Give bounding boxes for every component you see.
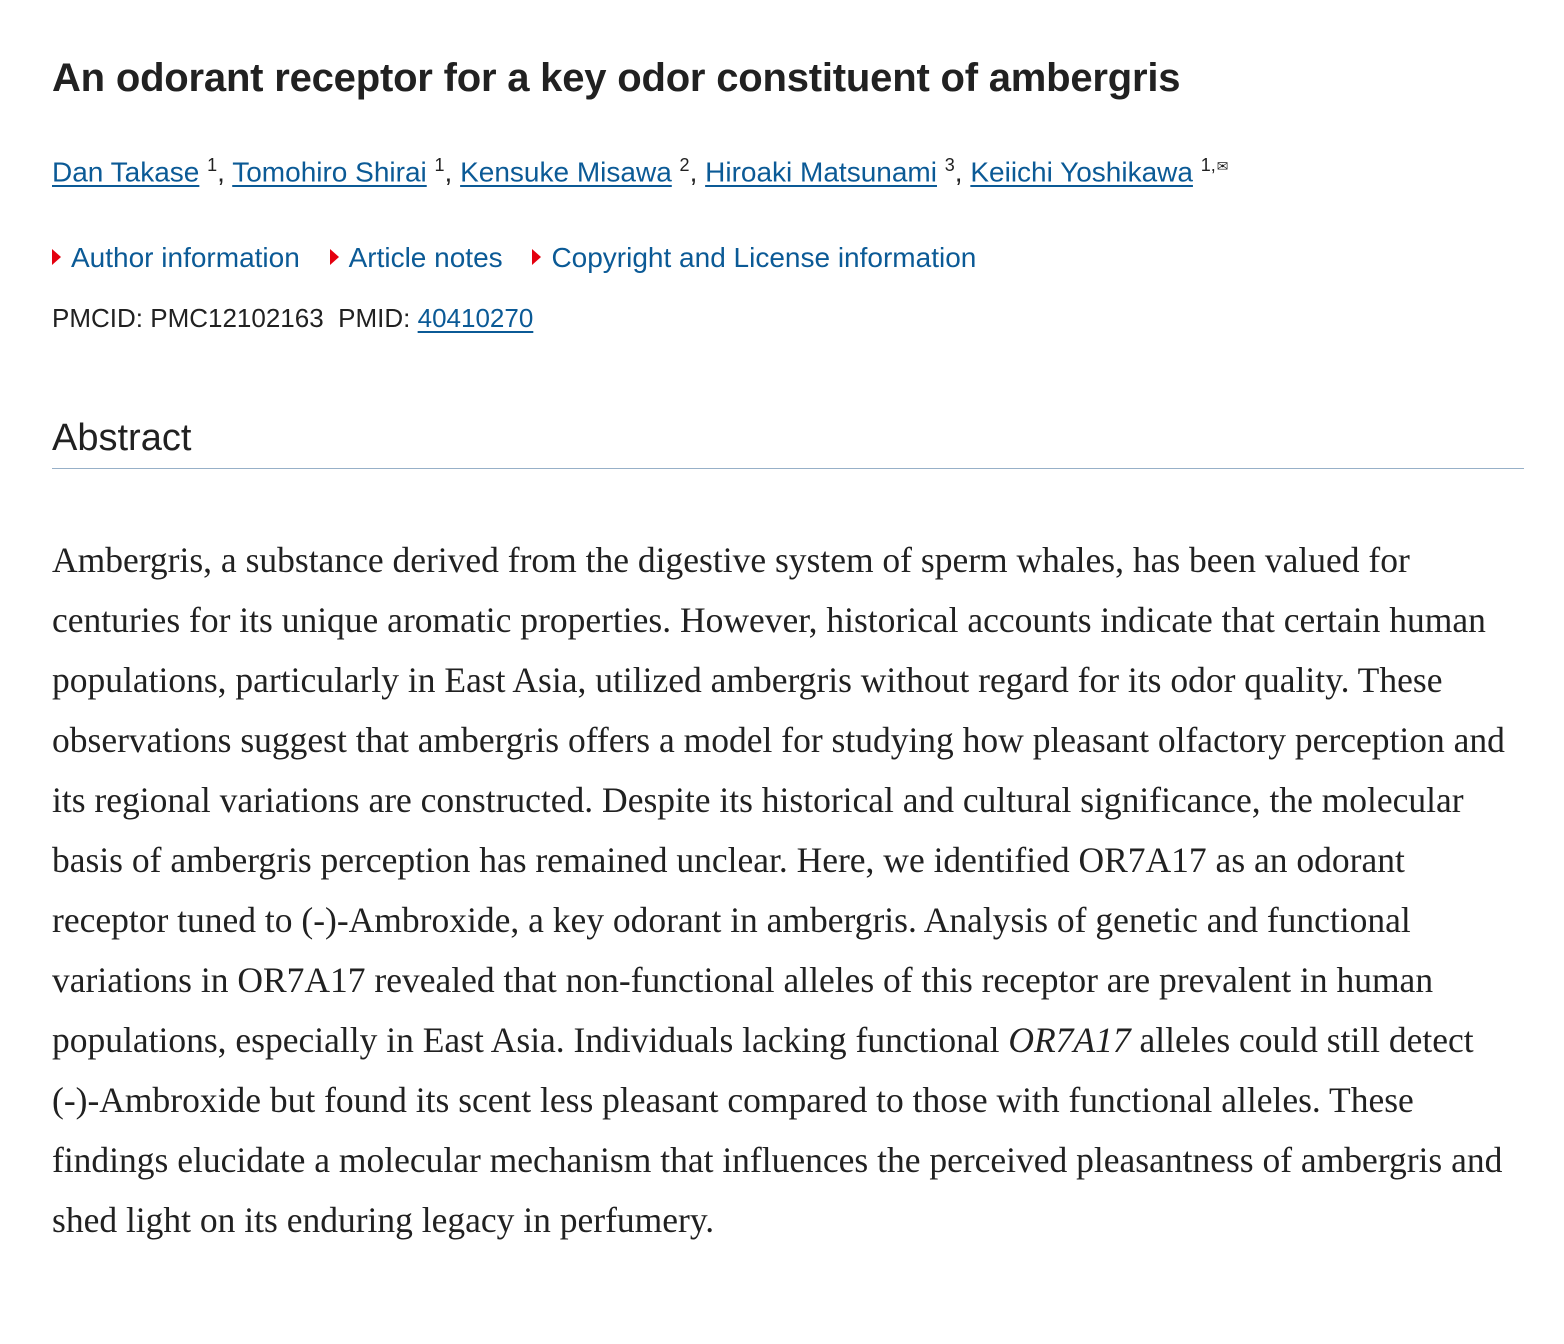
- triangle-right-icon: [330, 249, 339, 265]
- author-link-takase[interactable]: Dan Takase: [52, 156, 200, 188]
- author-link-matsunami[interactable]: Hiroaki Matsunami: [705, 156, 937, 188]
- abstract-text-part1: Ambergris, a substance derived from the digestive system of sperm whales, has been valued for centuries for its unique aromatic properties. However, historical accounts indicate that certain human populations, particularly in East Asia, utilized ambergris without regard for its odor quality. These observations suggest that ambergris offers a model for studying how pleasant olfactory perception and its regional variations are constructed. Despite its historical and cultural significance, the molecular basis of ambergris perception has remained unclear. Here, we identified OR7A17 as an odorant receptor tuned to (-)-Ambroxide, a key odorant in ambergris. Analysis of genetic and functional variations in OR7A17 revealed that non-functional alleles of this receptor are prevalent in human populations, especially in East Asia. Individuals lacking functional: [52, 540, 1505, 1060]
- article-identifiers: [52, 298, 533, 338]
- author-information-toggle[interactable]: [52, 238, 300, 278]
- author-separator: ,: [954, 156, 971, 188]
- author-affiliation[interactable]: 2: [679, 155, 690, 175]
- pmid-label: PMID:: [338, 303, 411, 333]
- author-affiliation[interactable]: 1: [207, 155, 218, 175]
- abstract-text-part2: alleles could still detect (-)-Ambroxide but found its scent less pleasant compared to those with functional alleles. These findings elucidate a molecular mechanism that influences the perceived pleasantness of ambergris and shed light on its enduring legacy in perfumery.: [52, 1020, 1503, 1240]
- author-link-yoshikawa[interactable]: Keiichi Yoshikawa: [970, 156, 1193, 188]
- author-separator: ,: [689, 156, 706, 188]
- author-separator: ,: [444, 156, 461, 188]
- triangle-right-icon: [52, 249, 61, 265]
- gene-name-italic: OR7A17: [1008, 1020, 1131, 1060]
- author-list: [52, 146, 1228, 192]
- author-affiliation[interactable]: 3: [944, 155, 955, 175]
- pmcid-label: PMCID:: [52, 303, 143, 333]
- pmcid-value: PMC12102163: [150, 303, 324, 333]
- pmid-link[interactable]: 40410270: [417, 303, 534, 333]
- author-affiliation[interactable]: 1: [434, 155, 445, 175]
- copyright-license-toggle[interactable]: [532, 238, 976, 278]
- article-notes-toggle[interactable]: [330, 238, 503, 278]
- triangle-right-icon: [532, 249, 541, 265]
- abstract-body: [52, 530, 1524, 1250]
- abstract-heading: Abstract: [52, 414, 1524, 469]
- author-link-shirai[interactable]: Tomohiro Shirai: [232, 156, 427, 188]
- info-link-label: Article notes: [348, 242, 503, 273]
- info-link-label: Copyright and License information: [551, 242, 977, 273]
- article-title: An odorant receptor for a key odor constituent of ambergris: [52, 56, 1181, 100]
- info-link-label: Author information: [71, 242, 300, 273]
- article-info-links: [52, 238, 998, 278]
- author-separator: ,: [217, 156, 233, 188]
- envelope-icon[interactable]: ✉: [1216, 158, 1229, 174]
- author-link-misawa[interactable]: Kensuke Misawa: [460, 156, 672, 188]
- author-affiliation[interactable]: 1,: [1200, 155, 1216, 175]
